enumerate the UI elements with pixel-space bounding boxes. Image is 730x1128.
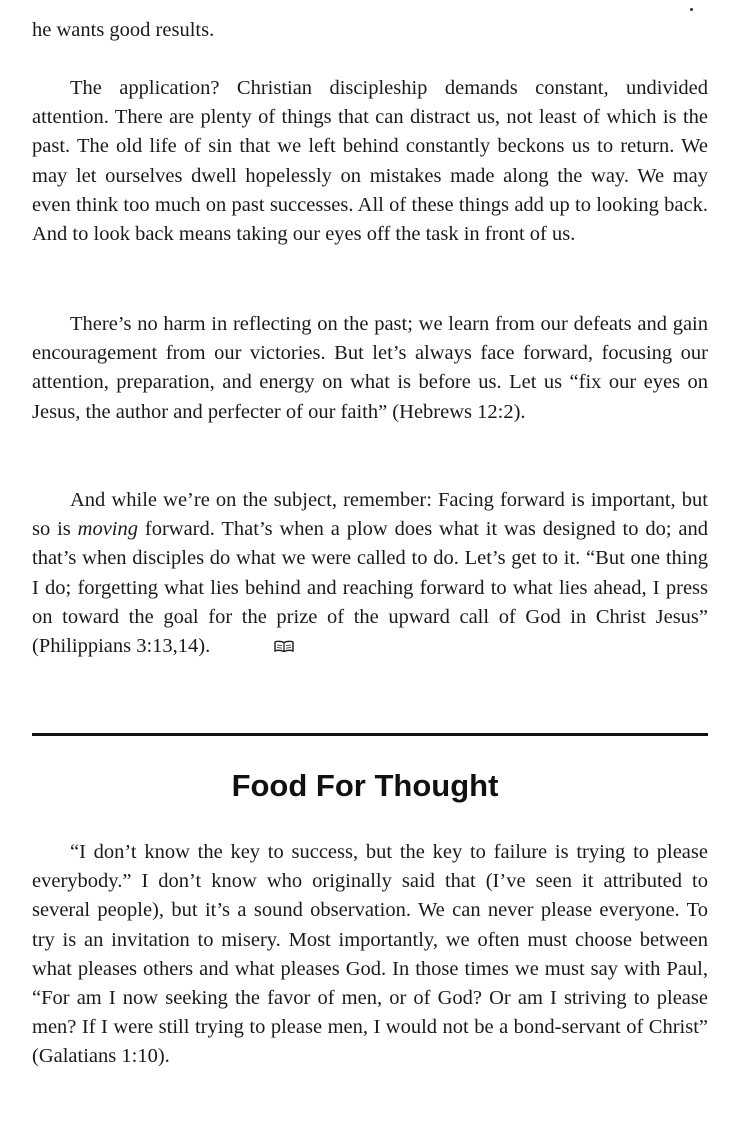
moving-forward-paragraph xyxy=(32,486,708,661)
section-heading: Food For Thought xyxy=(231,768,499,803)
food-for-thought-paragraph: “I don’t know the key to success, but the key to failure is trying to please everybody.” I don’t know who originally said that (I’ve seen it attributed to several people), but it’s a sound observation. We can never please everyone. To try is an invitation to misery. Most importantly, we often must choose between what pleases others and what pleases God. In those times we must say with Paul, “For am I now seeking the favor of men, or of God? Or am I striving to please men? If I were still trying to please men, I would not be a bond-servant of Christ” (Galatians 1:10). xyxy=(32,841,708,1068)
moving-paragraph-text-after: forward. That’s when a plow does what it was designed to do; and that’s when disciples do what we were called to do. Let’s get to it. “But one thing I do; forgetting what lies behind and reaching forward to what lies ahead, I press on toward the goal for the prize of the upward call of God in Christ Jesus” (Philippians 3:13,14). xyxy=(32,518,708,658)
application-paragraph: The application? Christian discipleship demands constant, undivided attention. There are plenty of things that can distract us, not least of which is the past. The old life of sin that we left behind constantly beckons us to return. We may let ourselves dwell hopelessly on mistakes made along the way. We may even think too much on past successes. All of these things add up to looking back. And to look back means taking our eyes off the task in front of us. xyxy=(32,77,708,246)
moving-paragraph-text-before: And while we’re on the subject, remember: Facing forward is important, but so is xyxy=(32,489,708,541)
open-book-icon xyxy=(236,633,256,646)
section-divider xyxy=(32,733,708,736)
moving-emphasis: moving xyxy=(77,518,138,541)
top-fragment-text: he wants good results. xyxy=(32,19,215,41)
no-harm-paragraph: There’s no harm in reflecting on the past; we learn from our defeats and gain encouragement from our victories. But let’s always face forward, focusing our attention, preparation, and energy on what is before us. Let us “fix our eyes on Jesus, the author and perfecter of our faith” (Hebrews 12:2). xyxy=(32,313,708,423)
scan-speck xyxy=(690,8,693,11)
